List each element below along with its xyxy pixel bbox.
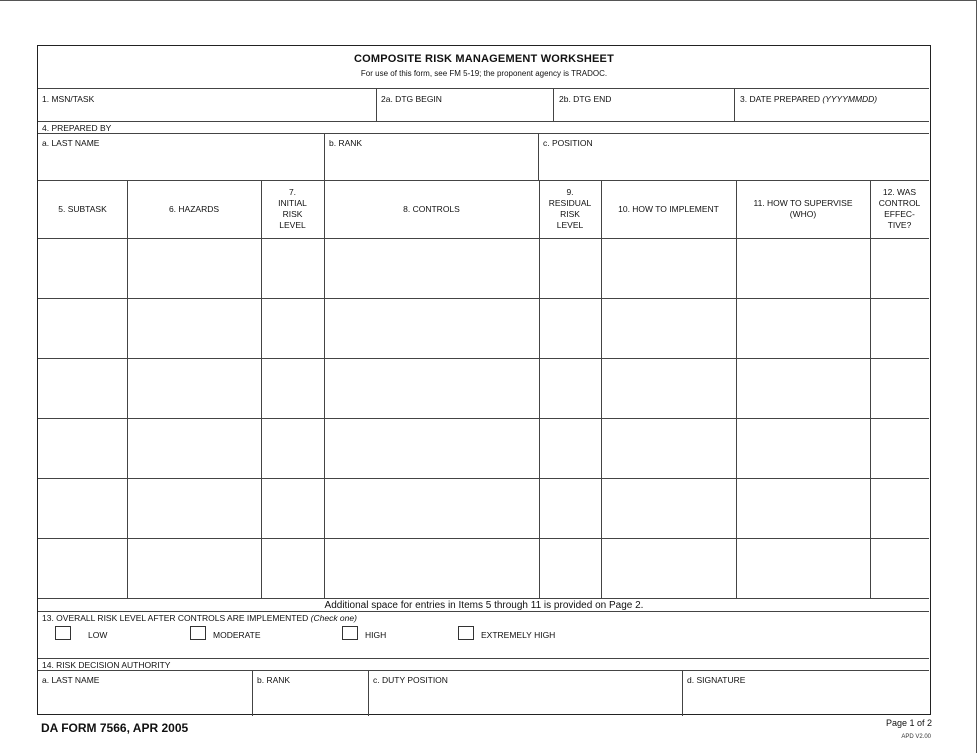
column-header-label: 7. INITIAL RISK LEVEL: [278, 187, 307, 230]
column-header-residual-risk: [539, 180, 601, 238]
version-tag: APD V2.00: [901, 734, 931, 740]
column-header-label: 12. WAS CONTROL EFFEC- TIVE?: [878, 187, 921, 230]
date-prepared-label: 3. DATE PREPARED: [740, 94, 820, 104]
divider: [538, 133, 539, 180]
overall-risk-heading: [42, 613, 357, 623]
form-title: COMPOSITE RISK MANAGEMENT WORKSHEET: [353, 53, 614, 65]
moderate-option-label: MODERATE: [213, 630, 261, 640]
form-identifier: DA FORM 7566, APR 2005: [41, 721, 189, 735]
rule: [38, 611, 929, 612]
prepared-position-field[interactable]: c. POSITION: [543, 138, 593, 148]
rule: [38, 670, 929, 671]
divider: [324, 180, 325, 598]
moderate-checkbox[interactable]: [190, 626, 206, 640]
low-checkbox[interactable]: [55, 626, 71, 640]
extremely-high-checkbox[interactable]: [458, 626, 474, 640]
rule: [38, 238, 929, 239]
rule: [38, 88, 929, 89]
authority-signature-field[interactable]: d. SIGNATURE: [687, 675, 746, 685]
divider: [376, 88, 377, 121]
divider: [261, 180, 262, 598]
additional-space-note: Additional space for entries in Items 5 through 11 is provided on Page 2.: [324, 600, 644, 611]
prepared-last-name-field[interactable]: a. LAST NAME: [42, 138, 100, 148]
divider: [736, 180, 737, 598]
divider: [127, 180, 128, 598]
column-header-label: 9. RESIDUAL RISK LEVEL: [548, 187, 592, 230]
divider: [553, 88, 554, 121]
msn-task-field[interactable]: 1. MSN/TASK: [42, 94, 95, 104]
column-header-how-to-implement: [601, 180, 736, 238]
column-header-initial-risk: [261, 180, 324, 238]
column-header-label: 10. HOW TO IMPLEMENT: [618, 203, 719, 214]
column-header-subtask: [38, 180, 127, 238]
divider: [734, 88, 735, 121]
rule: [38, 418, 929, 419]
high-checkbox[interactable]: [342, 626, 358, 640]
divider: [539, 180, 540, 598]
divider: [368, 670, 369, 716]
prepared-by-heading: 4. PREPARED BY: [42, 123, 112, 133]
column-header-label: 11. HOW TO SUPERVISE (WHO): [753, 198, 853, 219]
page-indicator: Page 1 of 2: [885, 718, 932, 728]
authority-last-name-field[interactable]: a. LAST NAME: [42, 675, 100, 685]
divider: [252, 670, 253, 716]
dtg-end-field[interactable]: 2b. DTG END: [559, 94, 612, 104]
date-format-hint: (YYYYMMDD): [822, 94, 878, 104]
authority-rank-field[interactable]: b. RANK: [257, 675, 291, 685]
divider: [324, 133, 325, 180]
rule: [38, 358, 929, 359]
column-header-how-to-supervise: [736, 180, 870, 238]
column-header-label: 6. HAZARDS: [168, 203, 220, 214]
form-subtitle: For use of this form, see FM 5-19; the proponent agency is TRADOC.: [360, 69, 608, 78]
extremely-high-option-label: EXTREMELY HIGH: [481, 630, 556, 640]
high-option-label: HIGH: [365, 630, 387, 640]
prepared-rank-field[interactable]: b. RANK: [329, 138, 363, 148]
dtg-begin-field[interactable]: 2a. DTG BEGIN: [381, 94, 442, 104]
rule: [38, 133, 929, 134]
authority-duty-position-field[interactable]: c. DUTY POSITION: [373, 675, 448, 685]
divider: [682, 670, 683, 716]
rule: [38, 598, 929, 599]
top-border: [0, 0, 977, 1]
column-header-label: 5. SUBTASK: [58, 203, 107, 214]
overall-risk-label: 13. OVERALL RISK LEVEL AFTER CONTROLS ARE IMPLEMENTED: [42, 613, 309, 623]
column-header-control-effective: [870, 180, 929, 238]
divider: [601, 180, 602, 598]
rule: [38, 121, 929, 122]
decision-authority-heading: 14. RISK DECISION AUTHORITY: [42, 660, 171, 670]
divider: [870, 180, 871, 598]
rule: [38, 538, 929, 539]
check-one-hint: (Check one): [310, 613, 357, 623]
column-header-label: 8. CONTROLS: [403, 203, 460, 214]
worksheet-form: [37, 45, 931, 715]
date-prepared-field[interactable]: [740, 94, 877, 104]
column-header-hazards: [127, 180, 261, 238]
rule: [38, 298, 929, 299]
column-header-controls: [324, 180, 539, 238]
rule: [38, 478, 929, 479]
low-option-label: LOW: [88, 630, 108, 640]
rule: [38, 658, 929, 659]
